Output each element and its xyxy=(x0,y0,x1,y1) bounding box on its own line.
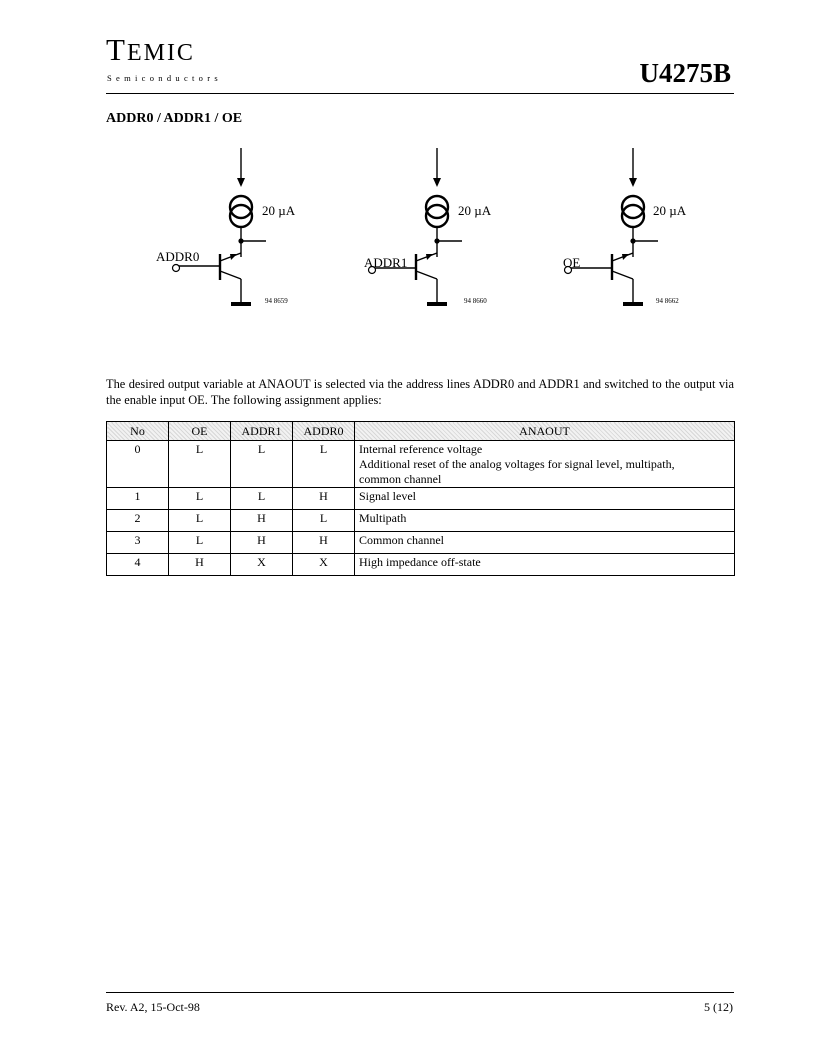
header-anaout: ANAOUT xyxy=(355,422,735,441)
current-source-label: 20 µA xyxy=(458,203,492,218)
table-header-row xyxy=(107,422,735,441)
cell-addr1: H xyxy=(231,510,293,532)
table-row xyxy=(107,554,735,576)
cell-anaout: High impedance off-state xyxy=(355,554,735,576)
cell-no: 0 xyxy=(107,441,169,488)
cell-addr1: X xyxy=(231,554,293,576)
header-oe: OE xyxy=(169,422,231,441)
temic-logo xyxy=(106,34,195,65)
header-rule xyxy=(106,93,734,94)
cell-oe: H xyxy=(169,554,231,576)
cell-oe: L xyxy=(169,532,231,554)
table-row xyxy=(107,510,735,532)
anaout-line: Additional reset of the analog voltages for signal level, multipath, xyxy=(359,457,675,471)
circuit-diagram xyxy=(150,148,350,318)
cell-addr0: H xyxy=(293,532,355,554)
cell-addr0: L xyxy=(293,510,355,532)
circuit-addr1 xyxy=(346,148,546,318)
table-row xyxy=(107,441,735,488)
cell-no: 3 xyxy=(107,532,169,554)
section-title: ADDR0 / ADDR1 / OE xyxy=(106,111,243,126)
cell-oe: L xyxy=(169,510,231,532)
cell-no: 1 xyxy=(107,488,169,510)
input-label: OE xyxy=(563,255,581,270)
figure-id: 94 8660 xyxy=(464,297,487,305)
figure-id: 94 8659 xyxy=(265,297,288,305)
cell-anaout: Multipath xyxy=(355,510,735,532)
cell-no: 4 xyxy=(107,554,169,576)
input-label: ADDR1 xyxy=(364,255,408,270)
logo-initial: T xyxy=(106,32,127,67)
current-source-label: 20 µA xyxy=(262,203,296,218)
cell-oe: L xyxy=(169,441,231,488)
cell-anaout: Signal level xyxy=(355,488,735,510)
input-label: ADDR0 xyxy=(156,249,200,264)
cell-anaout: Common channel xyxy=(355,532,735,554)
cell-addr1: H xyxy=(231,532,293,554)
page-number: 5 (12) xyxy=(704,1000,733,1014)
footer-rule xyxy=(106,992,734,993)
figure-id: 94 8662 xyxy=(656,297,679,305)
cell-anaout xyxy=(355,441,735,488)
circuit-diagram xyxy=(542,148,742,318)
document-id: U4275B xyxy=(639,58,731,88)
table-row xyxy=(107,488,735,510)
header-addr0: ADDR0 xyxy=(293,422,355,441)
cell-addr0: H xyxy=(293,488,355,510)
header-no: No xyxy=(107,422,169,441)
description-paragraph: The desired output variable at ANAOUT is selected via the address lines ADDR0 and ADDR1 and switched to the output via the enable input OE. The following assignment applies: xyxy=(106,377,734,407)
cell-no: 2 xyxy=(107,510,169,532)
cell-addr0: L xyxy=(293,441,355,488)
cell-oe: L xyxy=(169,488,231,510)
assignment-table xyxy=(106,421,735,576)
cell-addr0: X xyxy=(293,554,355,576)
circuit-addr0 xyxy=(150,148,350,318)
cell-addr1: L xyxy=(231,488,293,510)
current-source-label: 20 µA xyxy=(653,203,687,218)
logo-subtitle: Semiconductors xyxy=(107,73,222,83)
header-addr1: ADDR1 xyxy=(231,422,293,441)
circuit-oe xyxy=(542,148,742,318)
table-row xyxy=(107,532,735,554)
anaout-line: common channel xyxy=(359,472,442,486)
anaout-line: Internal reference voltage xyxy=(359,442,483,456)
revision-text: Rev. A2, 15-Oct-98 xyxy=(106,1000,200,1014)
logo-rest: EMIC xyxy=(126,40,195,66)
cell-addr1: L xyxy=(231,441,293,488)
circuit-diagram xyxy=(346,148,546,318)
